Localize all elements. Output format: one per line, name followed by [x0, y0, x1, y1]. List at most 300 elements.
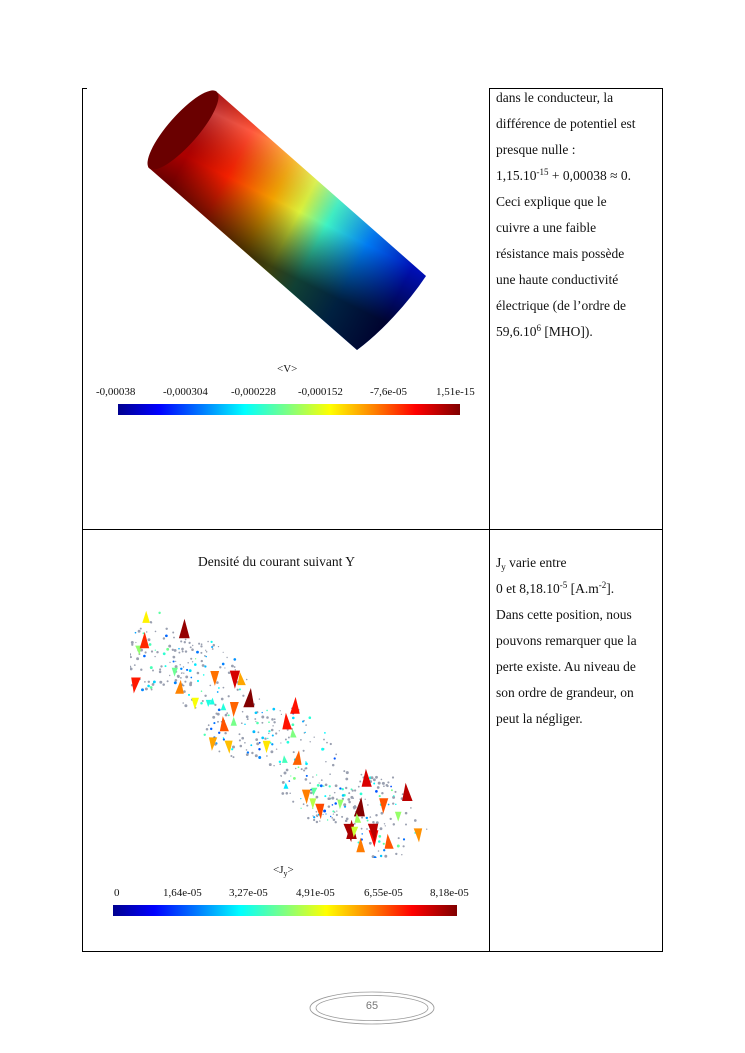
field-sample-dot	[155, 649, 156, 650]
colorbar-tick: -7,6e-05	[370, 386, 407, 398]
field-sample-dot	[305, 761, 307, 763]
current-vector-arrow	[225, 741, 233, 754]
field-sample-dot	[224, 667, 225, 668]
field-sample-dot	[354, 823, 356, 825]
field-sample-dot	[401, 854, 402, 855]
field-sample-dot	[334, 792, 336, 794]
field-sample-dot	[358, 786, 360, 788]
field-sample-dot	[325, 813, 326, 814]
field-sample-dot	[375, 776, 378, 779]
field-sample-dot	[382, 782, 384, 784]
field-sample-dot	[327, 797, 330, 800]
colorbar-tick: 3,27e-05	[229, 887, 268, 899]
field-sample-dot	[331, 797, 334, 800]
field-sample-dot	[388, 804, 390, 806]
field-sample-dot	[147, 685, 150, 688]
current-vector-arrow	[282, 755, 288, 763]
field-sample-dot	[352, 790, 354, 792]
field-sample-dot	[188, 694, 190, 696]
field-sample-dot	[281, 714, 282, 715]
field-sample-dot	[341, 816, 343, 818]
field-sample-dot	[194, 663, 197, 666]
field-sample-dot	[197, 680, 199, 682]
field-sample-dot	[136, 657, 139, 660]
field-sample-dot	[209, 685, 211, 687]
field-sample-dot	[386, 784, 389, 787]
field-sample-dot	[305, 778, 308, 781]
field-sample-dot	[330, 743, 332, 745]
field-sample-dot	[151, 622, 152, 623]
field-sample-dot	[272, 734, 274, 736]
field-sample-dot	[130, 656, 132, 658]
field-sample-dot	[174, 681, 177, 684]
field-sample-dot	[190, 646, 192, 648]
field-sample-dot	[140, 628, 142, 630]
field-sample-dot	[235, 669, 236, 670]
field-sample-dot	[163, 652, 166, 655]
field-sample-dot	[223, 687, 225, 689]
field-sample-dot	[326, 742, 328, 744]
field-sample-dot	[301, 768, 303, 770]
field-sample-dot	[313, 816, 315, 818]
field-sample-dot	[204, 655, 206, 657]
field-sample-dot	[323, 810, 326, 813]
field-sample-dot	[255, 738, 258, 741]
field-sample-dot	[232, 746, 235, 749]
page-number: 65	[365, 1000, 379, 1012]
field-sample-dot	[329, 773, 331, 775]
field-sample-dot	[159, 668, 161, 670]
current-vector-arrow	[175, 680, 184, 694]
field-sample-dot	[369, 842, 372, 845]
field-sample-dot	[321, 779, 323, 781]
current-vector-arrow	[290, 697, 300, 714]
field-sample-dot	[181, 672, 182, 673]
field-sample-dot	[284, 772, 287, 775]
field-sample-dot	[218, 646, 219, 647]
field-sample-dot	[324, 795, 326, 797]
field-sample-dot	[383, 785, 385, 787]
field-sample-dot	[334, 757, 336, 759]
field-sample-dot	[195, 658, 196, 659]
text-line: électrique (de l’ordre de	[496, 298, 627, 313]
field-sample-dot	[316, 821, 318, 823]
field-sample-dot	[150, 686, 153, 689]
field-sample-dot	[393, 795, 395, 797]
field-sample-dot	[366, 828, 368, 830]
current-vector-arrow	[344, 824, 355, 842]
field-sample-dot	[218, 687, 220, 689]
field-sample-dot	[181, 648, 184, 651]
text-line: pouvons remarquer que la	[496, 633, 637, 648]
field-sample-dot	[306, 805, 308, 807]
field-sample-dot	[390, 818, 392, 820]
field-sample-dot	[203, 674, 205, 676]
field-sample-dot	[270, 750, 273, 753]
field-sample-dot	[286, 792, 289, 795]
field-sample-dot	[217, 691, 219, 693]
field-sample-dot	[317, 784, 320, 787]
field-sample-dot	[213, 645, 215, 647]
field-sample-dot	[343, 770, 345, 772]
field-sample-dot	[189, 682, 192, 685]
current-vector-arrow	[220, 716, 229, 731]
field-sample-dot	[205, 650, 206, 651]
field-sample-dot	[239, 739, 241, 741]
field-sample-dot	[184, 641, 186, 643]
field-sample-dot	[274, 718, 276, 720]
field-sample-dot	[354, 805, 356, 807]
field-sample-dot	[378, 782, 381, 785]
field-sample-dot	[234, 666, 236, 668]
field-sample-dot	[348, 792, 350, 794]
colorbar-tick: -0,00038	[96, 386, 136, 398]
field-sample-dot	[279, 761, 281, 763]
field-sample-dot	[378, 840, 381, 843]
field-sample-dot	[251, 752, 253, 754]
field-sample-dot	[247, 718, 249, 720]
field-sample-dot	[208, 724, 210, 726]
field-sample-dot	[141, 688, 144, 691]
field-sample-dot	[378, 850, 380, 852]
field-sample-dot	[390, 786, 392, 788]
current-density-vector-field	[130, 578, 460, 858]
field-sample-dot	[316, 814, 318, 816]
field-sample-dot	[271, 718, 274, 721]
field-sample-dot	[153, 680, 156, 683]
field-sample-dot	[323, 785, 324, 786]
field-sample-dot	[312, 776, 314, 778]
field-sample-dot	[254, 718, 256, 720]
field-sample-dot	[332, 810, 334, 812]
field-sample-dot	[204, 665, 206, 667]
field-sample-dot	[261, 722, 263, 724]
colorbar-tick: 4,91e-05	[296, 887, 335, 899]
field-sample-dot	[202, 700, 204, 702]
field-sample-dot	[255, 721, 256, 722]
field-sample-dot	[266, 755, 268, 757]
field-sample-dot	[345, 778, 348, 781]
field-sample-dot	[329, 795, 330, 796]
field-sample-dot	[288, 780, 290, 782]
current-vector-arrow	[309, 798, 316, 808]
field-sample-dot	[233, 658, 236, 661]
field-sample-dot	[167, 680, 169, 682]
field-sample-dot	[300, 798, 301, 799]
field-sample-dot	[241, 722, 243, 724]
field-sample-dot	[271, 743, 273, 745]
text-line: résistance mais possède	[496, 246, 625, 261]
field-sample-dot	[159, 681, 162, 684]
field-sample-dot	[394, 791, 396, 793]
text-line: une haute conductivité	[496, 272, 619, 287]
field-sample-dot	[365, 799, 366, 800]
field-sample-dot	[383, 849, 385, 851]
text-line: presque nulle :	[496, 142, 576, 157]
colorbar-tick: 8,18e-05	[430, 887, 469, 899]
field-sample-dot	[255, 754, 258, 757]
field-sample-dot	[217, 721, 219, 723]
field-sample-dot	[202, 664, 205, 667]
field-sample-dot	[393, 823, 395, 825]
current-vector-arrow	[230, 702, 239, 717]
field-sample-dot	[200, 652, 202, 654]
field-sample-dot	[295, 768, 296, 769]
field-sample-dot	[183, 666, 184, 667]
field-sample-dot	[166, 648, 169, 651]
field-sample-dot	[293, 777, 296, 780]
field-sample-dot	[262, 712, 263, 713]
field-sample-dot	[300, 739, 302, 741]
field-sample-dot	[165, 665, 167, 667]
field-sample-dot	[273, 765, 274, 766]
field-sample-dot	[252, 730, 255, 733]
text-line: 0 et $8,18.10^{-5}$ $[A.m^{-2}]$.	[496, 580, 615, 596]
text-line: perte existe. Au niveau de	[496, 659, 636, 674]
field-sample-dot	[200, 645, 202, 647]
field-sample-dot	[333, 813, 334, 814]
field-sample-dot	[151, 650, 153, 652]
field-sample-dot	[134, 664, 136, 666]
field-sample-dot	[212, 716, 215, 719]
field-sample-dot	[272, 725, 273, 726]
field-sample-dot	[187, 662, 189, 664]
field-sample-dot	[312, 815, 313, 816]
field-sample-dot	[403, 845, 405, 847]
field-sample-dot	[256, 742, 259, 745]
field-sample-dot	[250, 744, 252, 746]
field-sample-dot	[151, 689, 153, 691]
text-line: $J_y$ varie entre	[496, 555, 567, 572]
field-sample-dot	[131, 641, 134, 644]
field-sample-dot	[316, 796, 319, 799]
current-vector-arrow	[131, 678, 141, 694]
field-sample-dot	[369, 816, 371, 818]
field-sample-dot	[348, 801, 351, 804]
field-sample-dot	[237, 689, 239, 691]
field-sample-dot	[321, 748, 324, 751]
field-sample-dot	[373, 783, 375, 785]
field-sample-dot	[257, 731, 259, 733]
field-sample-dot	[292, 723, 295, 726]
field-sample-dot	[275, 732, 277, 734]
field-sample-dot	[367, 820, 369, 822]
field-sample-dot	[198, 643, 200, 645]
field-sample-dot	[211, 646, 213, 648]
field-sample-dot	[231, 748, 233, 750]
field-sample-dot	[319, 782, 320, 783]
field-sample-dot	[215, 712, 217, 714]
field-sample-dot	[192, 645, 193, 646]
field-sample-dot	[175, 661, 176, 662]
field-sample-dot	[309, 716, 312, 719]
field-sample-dot	[148, 638, 151, 641]
field-sample-dot	[135, 642, 136, 643]
field-sample-dot	[268, 730, 270, 732]
field-sample-dot	[228, 672, 231, 675]
current-vector-arrow	[243, 688, 254, 707]
field-sample-dot	[163, 637, 165, 639]
field-sample-dot	[375, 790, 378, 793]
field-sample-dot	[172, 632, 174, 634]
current-colorbar-title: $<J_y>$	[273, 864, 294, 879]
field-sample-dot	[360, 793, 363, 796]
field-sample-dot	[230, 755, 232, 757]
field-sample-dot	[168, 645, 171, 648]
field-sample-dot	[410, 807, 412, 809]
field-sample-dot	[292, 801, 294, 803]
field-sample-dot	[279, 763, 281, 765]
field-sample-dot	[342, 794, 345, 797]
field-sample-dot	[218, 732, 220, 734]
field-sample-dot	[138, 630, 141, 633]
field-sample-dot	[345, 820, 348, 823]
field-sample-dot	[333, 819, 336, 822]
field-sample-dot	[201, 660, 203, 662]
field-sample-dot	[172, 649, 174, 651]
field-sample-dot	[325, 783, 328, 786]
field-sample-dot	[241, 737, 244, 740]
colorbar-tick: 1,51e-15	[436, 386, 475, 398]
field-sample-dot	[177, 675, 180, 678]
field-sample-dot	[192, 661, 193, 662]
field-sample-dot	[165, 634, 168, 637]
field-sample-dot	[266, 716, 269, 719]
field-sample-dot	[213, 722, 215, 724]
field-sample-dot	[305, 762, 308, 765]
field-sample-dot	[226, 657, 227, 658]
current-vector-arrow	[414, 828, 423, 842]
field-sample-dot	[183, 685, 185, 687]
field-sample-dot	[366, 817, 368, 819]
field-sample-dot	[261, 716, 264, 719]
current-vector-arrow	[395, 812, 402, 822]
field-sample-dot	[159, 671, 162, 674]
field-sample-dot	[335, 754, 337, 756]
current-vector-arrow	[290, 729, 296, 738]
field-sample-dot	[197, 672, 200, 675]
field-sample-dot	[222, 663, 225, 666]
field-sample-dot	[242, 695, 244, 697]
field-sample-dot	[246, 679, 248, 681]
current-colorbar	[113, 905, 457, 916]
field-sample-dot	[178, 652, 180, 654]
field-sample-dot	[314, 737, 315, 738]
field-sample-dot	[289, 793, 291, 795]
field-sample-dot	[268, 721, 270, 723]
field-sample-dot	[158, 612, 160, 614]
field-sample-dot	[345, 787, 347, 789]
field-sample-dot	[336, 810, 337, 811]
field-sample-dot	[392, 776, 394, 778]
field-sample-dot	[381, 792, 383, 794]
field-sample-dot	[271, 729, 274, 732]
colorbar-tick: -0,000228	[231, 386, 276, 398]
field-sample-dot	[361, 817, 363, 819]
current-vector-arrow	[284, 783, 289, 789]
field-sample-dot	[290, 775, 291, 776]
field-sample-dot	[178, 648, 180, 650]
current-vector-arrow	[231, 717, 237, 726]
current-vector-arrow	[379, 798, 388, 814]
field-sample-dot	[384, 855, 387, 858]
current-vector-arrow	[263, 741, 271, 753]
field-sample-dot	[391, 789, 393, 791]
field-sample-dot	[285, 739, 287, 741]
field-sample-dot	[145, 651, 147, 653]
field-sample-dot	[180, 677, 182, 679]
field-sample-dot	[152, 683, 155, 686]
field-sample-dot	[335, 784, 338, 787]
field-sample-dot	[140, 669, 142, 671]
field-sample-dot	[255, 711, 258, 714]
field-sample-dot	[146, 631, 147, 632]
field-sample-dot	[246, 749, 248, 751]
text-line: Dans cette position, nous	[496, 607, 632, 622]
field-sample-dot	[258, 756, 261, 759]
field-sample-dot	[387, 781, 389, 783]
field-sample-dot	[190, 677, 192, 679]
field-sample-dot	[372, 821, 374, 823]
field-sample-dot	[379, 795, 381, 797]
field-sample-dot	[332, 764, 335, 767]
field-sample-dot	[414, 819, 417, 822]
field-sample-dot	[149, 643, 152, 646]
field-sample-dot	[325, 761, 326, 762]
field-sample-dot	[130, 653, 131, 656]
field-sample-dot	[309, 782, 311, 784]
field-sample-dot	[228, 714, 230, 716]
field-sample-dot	[281, 776, 282, 777]
field-sample-dot	[180, 668, 182, 670]
current-vector-arrow	[192, 698, 200, 710]
field-sample-dot	[268, 733, 269, 734]
field-sample-dot	[303, 769, 305, 771]
field-sample-dot	[331, 817, 333, 819]
field-sample-dot	[395, 804, 396, 805]
field-sample-dot	[307, 817, 309, 819]
field-sample-dot	[359, 781, 361, 783]
field-sample-dot	[361, 774, 363, 776]
field-sample-dot	[281, 792, 284, 795]
field-sample-dot	[190, 658, 192, 660]
field-sample-dot	[397, 845, 400, 848]
field-sample-dot	[316, 811, 318, 813]
field-sample-dot	[182, 702, 184, 704]
field-sample-dot	[324, 732, 326, 734]
field-sample-dot	[329, 785, 331, 787]
field-sample-dot	[218, 750, 220, 752]
field-sample-dot	[154, 656, 155, 657]
potential-description	[496, 85, 658, 345]
table-bottom-border	[82, 951, 663, 952]
field-sample-dot	[162, 683, 165, 686]
colorbar-tick: 1,64e-05	[163, 887, 202, 899]
field-sample-dot	[130, 667, 133, 670]
field-sample-dot	[377, 786, 380, 789]
text-line: cuivre a une faible	[496, 220, 597, 235]
field-sample-dot	[223, 737, 224, 738]
current-density-title: Densité du courant suivant Y	[198, 554, 355, 569]
field-sample-dot	[173, 637, 175, 639]
field-sample-dot	[196, 651, 199, 654]
field-sample-dot	[221, 698, 224, 701]
field-sample-dot	[204, 695, 206, 697]
current-vector-arrow	[356, 838, 365, 853]
field-sample-dot	[210, 641, 212, 643]
field-sample-dot	[185, 639, 187, 641]
field-sample-dot	[303, 750, 305, 752]
